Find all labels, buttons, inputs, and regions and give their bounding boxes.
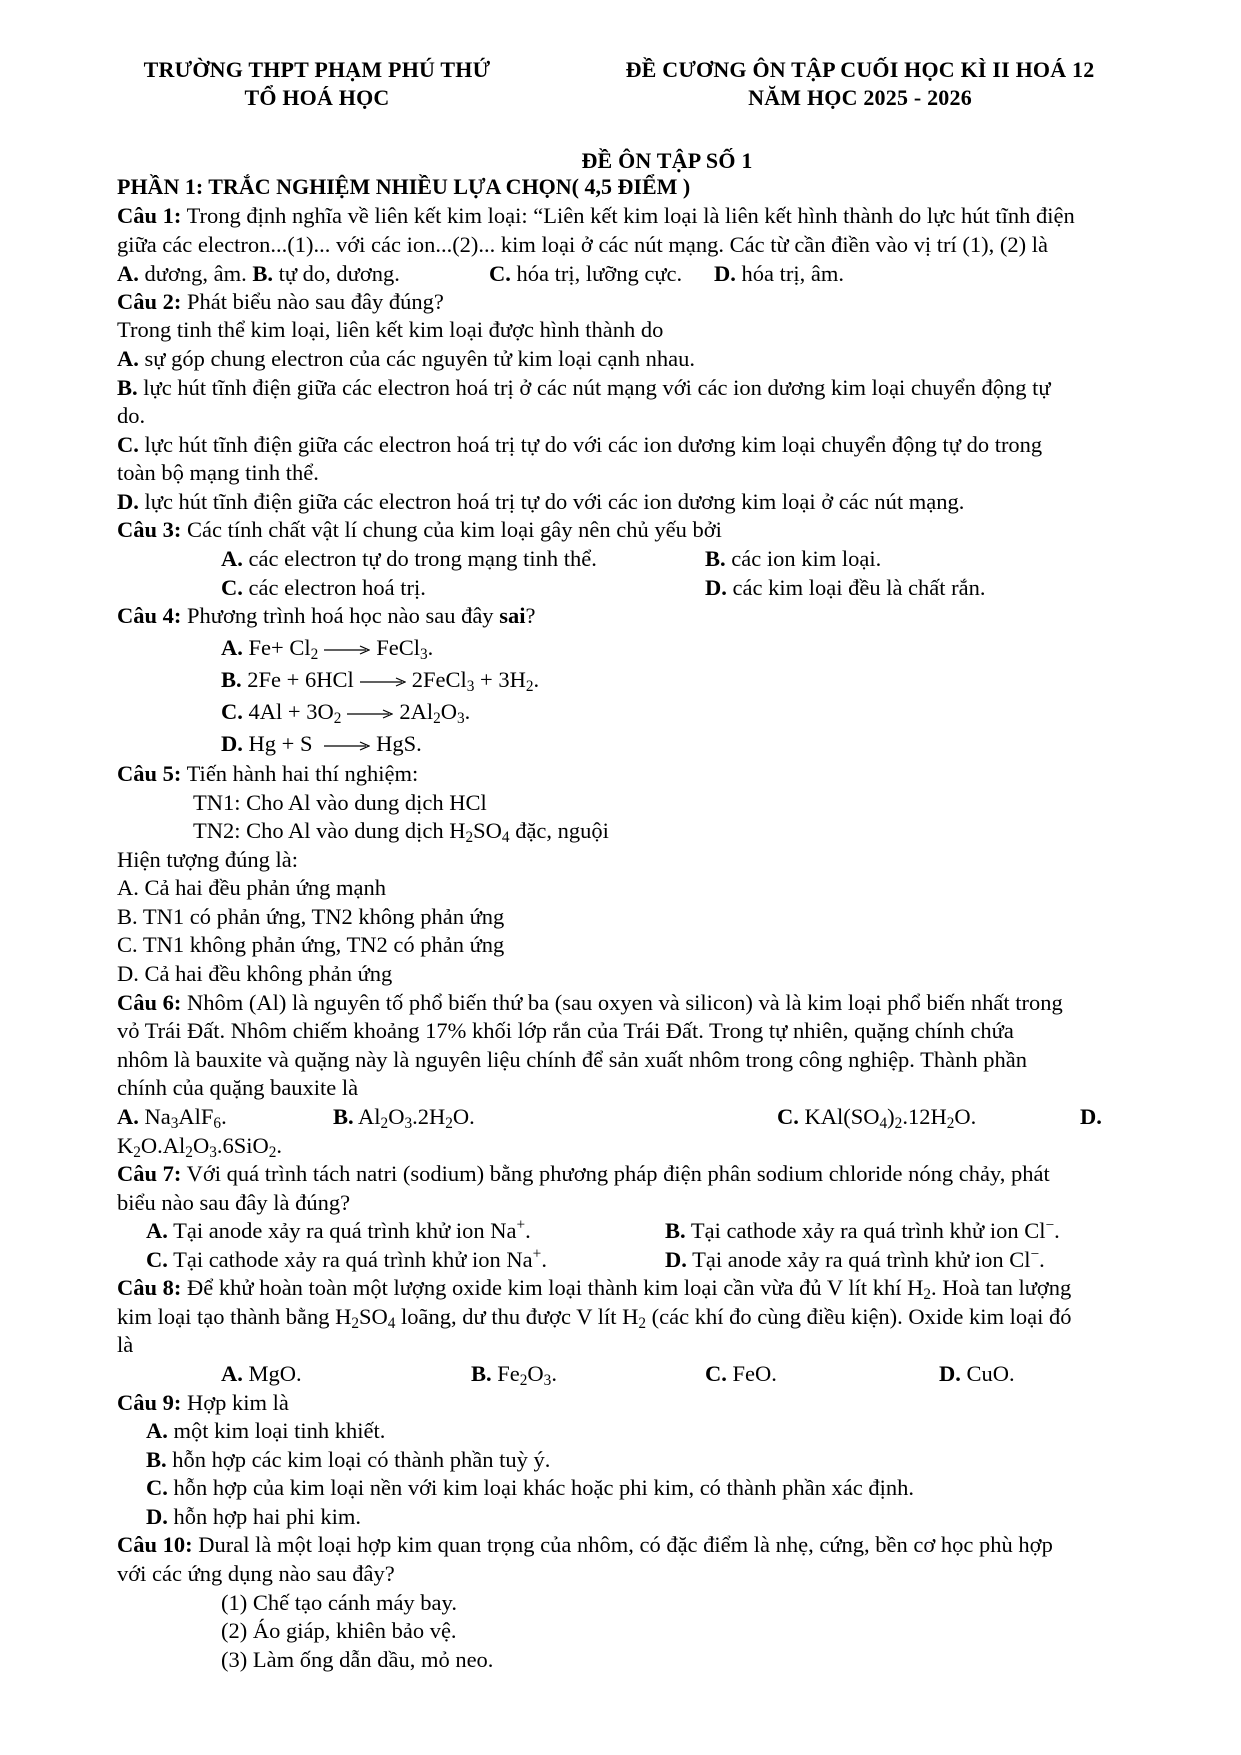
q3-option-c: C. các electron hoá trị. [221, 575, 426, 600]
q2-option-a: A. sự góp chung electron của các nguyên tử kim loại cạnh nhau. [117, 346, 695, 371]
q8-option-b: B. $Fe_2O_3$. [471, 1361, 557, 1389]
q9-question: Câu 9: Hợp kim là [117, 1390, 289, 1415]
reaction-arrow-icon [347, 709, 393, 719]
q9-option-a: A. một kim loại tinh khiết. [146, 1418, 386, 1443]
q4-question: Câu 4: Phương trình hoá học nào sau đây sai? [117, 603, 536, 628]
q8-line1: Câu 8: Để khử hoàn toàn một lượng oxide kim loại thành kim loại cần vừa đủ V lít khí $H_2$. Hoà tan lượng [117, 1275, 1072, 1303]
q2-option-d: D. lực hút tĩnh điện giữa các electron hoá trị tự do với các ion dương kim loại ở các nút mạng. [117, 489, 965, 514]
q10-item-3: (3) Làm ống dẫn dầu, mỏ neo. [221, 1647, 494, 1672]
q4-option-c: C. $4Al + 3O_2$ $2Al_2O_3$. [221, 699, 471, 727]
q5-tn2: TN2: Cho Al vào dung dịch $H_2SO_4$ đặc, nguội [193, 818, 609, 846]
q8-option-c: C. FeO. [705, 1361, 777, 1386]
q10-line1: Câu 10: Dural là một loại hợp kim quan trọng của nhôm, có đặc điểm là nhẹ, cứng, bền cơ học phù hợp [117, 1532, 1053, 1557]
q7-option-c: C. Tại cathode xảy ra quá trình khử ion Na+. [146, 1245, 547, 1272]
q2-option-b: B. lực hút tĩnh điện giữa các electron hoá trị ở các nút mạng với các ion dương kim loại chuyển động tự [117, 375, 1051, 400]
q5-stem: Hiện tượng đúng là: [117, 847, 298, 872]
reaction-arrow-icon [360, 677, 406, 687]
department-name: TỔ HOÁ HỌC [244, 85, 390, 110]
q10-line2: với các ứng dụng nào sau đây? [117, 1561, 395, 1586]
q1-label: Câu 1: [117, 203, 182, 228]
q2-question: Câu 2: Phát biểu nào sau đây đúng? [117, 289, 444, 314]
q6-option-d-label: D. [1080, 1104, 1102, 1129]
q6-option-c: C. $KAl(SO_4)_2.12H_2O$. [777, 1104, 977, 1132]
q6-line4: chính của quặng bauxite là [117, 1075, 359, 1100]
q9-option-c: C. hỗn hợp của kim loại nền với kim loại khác hoặc phi kim, có thành phần xác định. [146, 1475, 915, 1500]
q1-option-a: dương, âm. [138, 261, 247, 286]
q3-option-a: A. các electron tự do trong mạng tinh thể. [221, 546, 597, 571]
q2-option-c-cont: toàn bộ mạng tinh thể. [117, 460, 319, 485]
document-title: ĐỀ CƯƠNG ÔN TẬP CUỐI HỌC KÌ II HOÁ 12 [625, 57, 1095, 82]
q1-option-c: C. hóa trị, lưỡng cực. [489, 261, 683, 286]
q9-option-d: D. hỗn hợp hai phi kim. [146, 1504, 362, 1529]
q10-item-1: (1) Chế tạo cánh máy bay. [221, 1590, 457, 1615]
school-name: TRƯỜNG THPT PHẠM PHÚ THỨ [143, 57, 491, 82]
q6-option-d: $K_2O.Al_2O_3.6SiO_2$. [117, 1133, 283, 1161]
q10-item-2: (2) Áo giáp, khiên bảo vệ. [221, 1618, 457, 1643]
part1-title: PHẦN 1: TRẮC NGHIỆM NHIỀU LỰA CHỌN( 4,5 ĐIỂM ) [117, 174, 691, 199]
q1-options: A. dương, âm. B. tự do, dương. [117, 261, 400, 286]
exam-title: ĐỀ ÔN TẬP SỐ 1 [581, 148, 753, 173]
q5-option-c: C. TN1 không phản ứng, TN2 có phản ứng [117, 932, 505, 957]
q8-line3: là [117, 1332, 134, 1357]
q3-question: Câu 3: Các tính chất vật lí chung của kim loại gây nên chủ yếu bởi [117, 517, 722, 542]
q3-option-d: D. các kim loại đều là chất rắn. [705, 575, 986, 600]
q8-option-a: A. MgO. [221, 1361, 302, 1386]
q6-line3: nhôm là bauxite và quặng này là nguyên liệu chính để sản xuất nhôm trong công nghiệp. Thành phần [117, 1047, 1027, 1072]
q2-stem: Trong tinh thể kim loại, liên kết kim loại được hình thành do [117, 317, 664, 342]
q5-option-b: B. TN1 có phản ứng, TN2 không phản ứng [117, 904, 505, 929]
q3-option-b: B. các ion kim loại. [705, 546, 882, 571]
q4-option-a: A. $Fe+ Cl_2$ FeCl$_3$. [221, 635, 434, 663]
q1-option-b: tự do, dương. [272, 261, 400, 286]
q4-option-b: B. 2Fe + 6HCl 2FeCl$_3$ + $3H_2$. [221, 667, 540, 695]
reaction-arrow-icon [324, 645, 370, 655]
q4-option-d: D. Hg + S HgS. [221, 731, 422, 756]
q5-question: Câu 5: Tiến hành hai thí nghiệm: [117, 761, 419, 786]
school-year: NĂM HỌC 2025 - 2026 [748, 85, 972, 110]
q6-option-a: A. $Na_3AlF_6$. [117, 1104, 227, 1132]
q6-line2: vỏ Trái Đất. Nhôm chiếm khoảng 17% khối lớp rắn của Trái Đất. Trong tự nhiên, quặng chính chứa [117, 1018, 1014, 1043]
q7-line1: Câu 7: Với quá trình tách natri (sodium) bằng phương pháp điện phân sodium chloride nóng chảy, phát [117, 1161, 1050, 1186]
q5-option-d: D. Cả hai đều không phản ứng [117, 961, 393, 986]
q6-line1: Câu 6: Nhôm (Al) là nguyên tố phổ biến thứ ba (sau oxyen và silicon) và là kim loại phổ biến nhất trong [117, 990, 1063, 1015]
q8-line2: kim loại tạo thành bằng $H_2SO_4$ loãng, dư thu được V lít $H_2$ (các khí đo cùng điều kiện). Oxide kim loại đó [117, 1304, 1072, 1332]
q1-option-d: D. hóa trị, âm. [714, 261, 844, 286]
q7-line2: biểu nào sau đây là đúng? [117, 1190, 351, 1215]
q5-tn1: TN1: Cho Al vào dung dịch HCl [193, 790, 487, 815]
q2-option-b-cont: do. [117, 403, 146, 428]
reaction-arrow-icon [324, 741, 370, 751]
q8-option-d: D. CuO. [939, 1361, 1015, 1386]
q9-option-b: B. hỗn hợp các kim loại có thành phần tuỳ ý. [146, 1447, 551, 1472]
q7-option-b: B. Tại cathode xảy ra quá trình khử ion Cl−. [665, 1216, 1060, 1243]
q6-option-b: B. $Al_2O_3.2H_2O$. [333, 1104, 475, 1132]
q1-line2: giữa các electron...(1)... với các ion...(2)... kim loại ở các nút mạng. Các từ cần điền vào vị trí (1), (2) là [117, 232, 1048, 257]
q2-option-c: C. lực hút tĩnh điện giữa các electron hoá trị tự do với các ion dương kim loại chuyển động tự do trong [117, 432, 1043, 457]
q5-option-a: A. Cả hai đều phản ứng mạnh [117, 875, 387, 900]
q7-option-a: A. Tại anode xảy ra quá trình khử ion Na+. [146, 1216, 531, 1243]
q7-option-d: D. Tại anode xảy ra quá trình khử ion Cl−. [665, 1245, 1045, 1272]
q1-line1: Câu 1: Trong định nghĩa về liên kết kim loại: “Liên kết kim loại là liên kết hình thành do lực hút tĩnh điện [117, 203, 1075, 228]
